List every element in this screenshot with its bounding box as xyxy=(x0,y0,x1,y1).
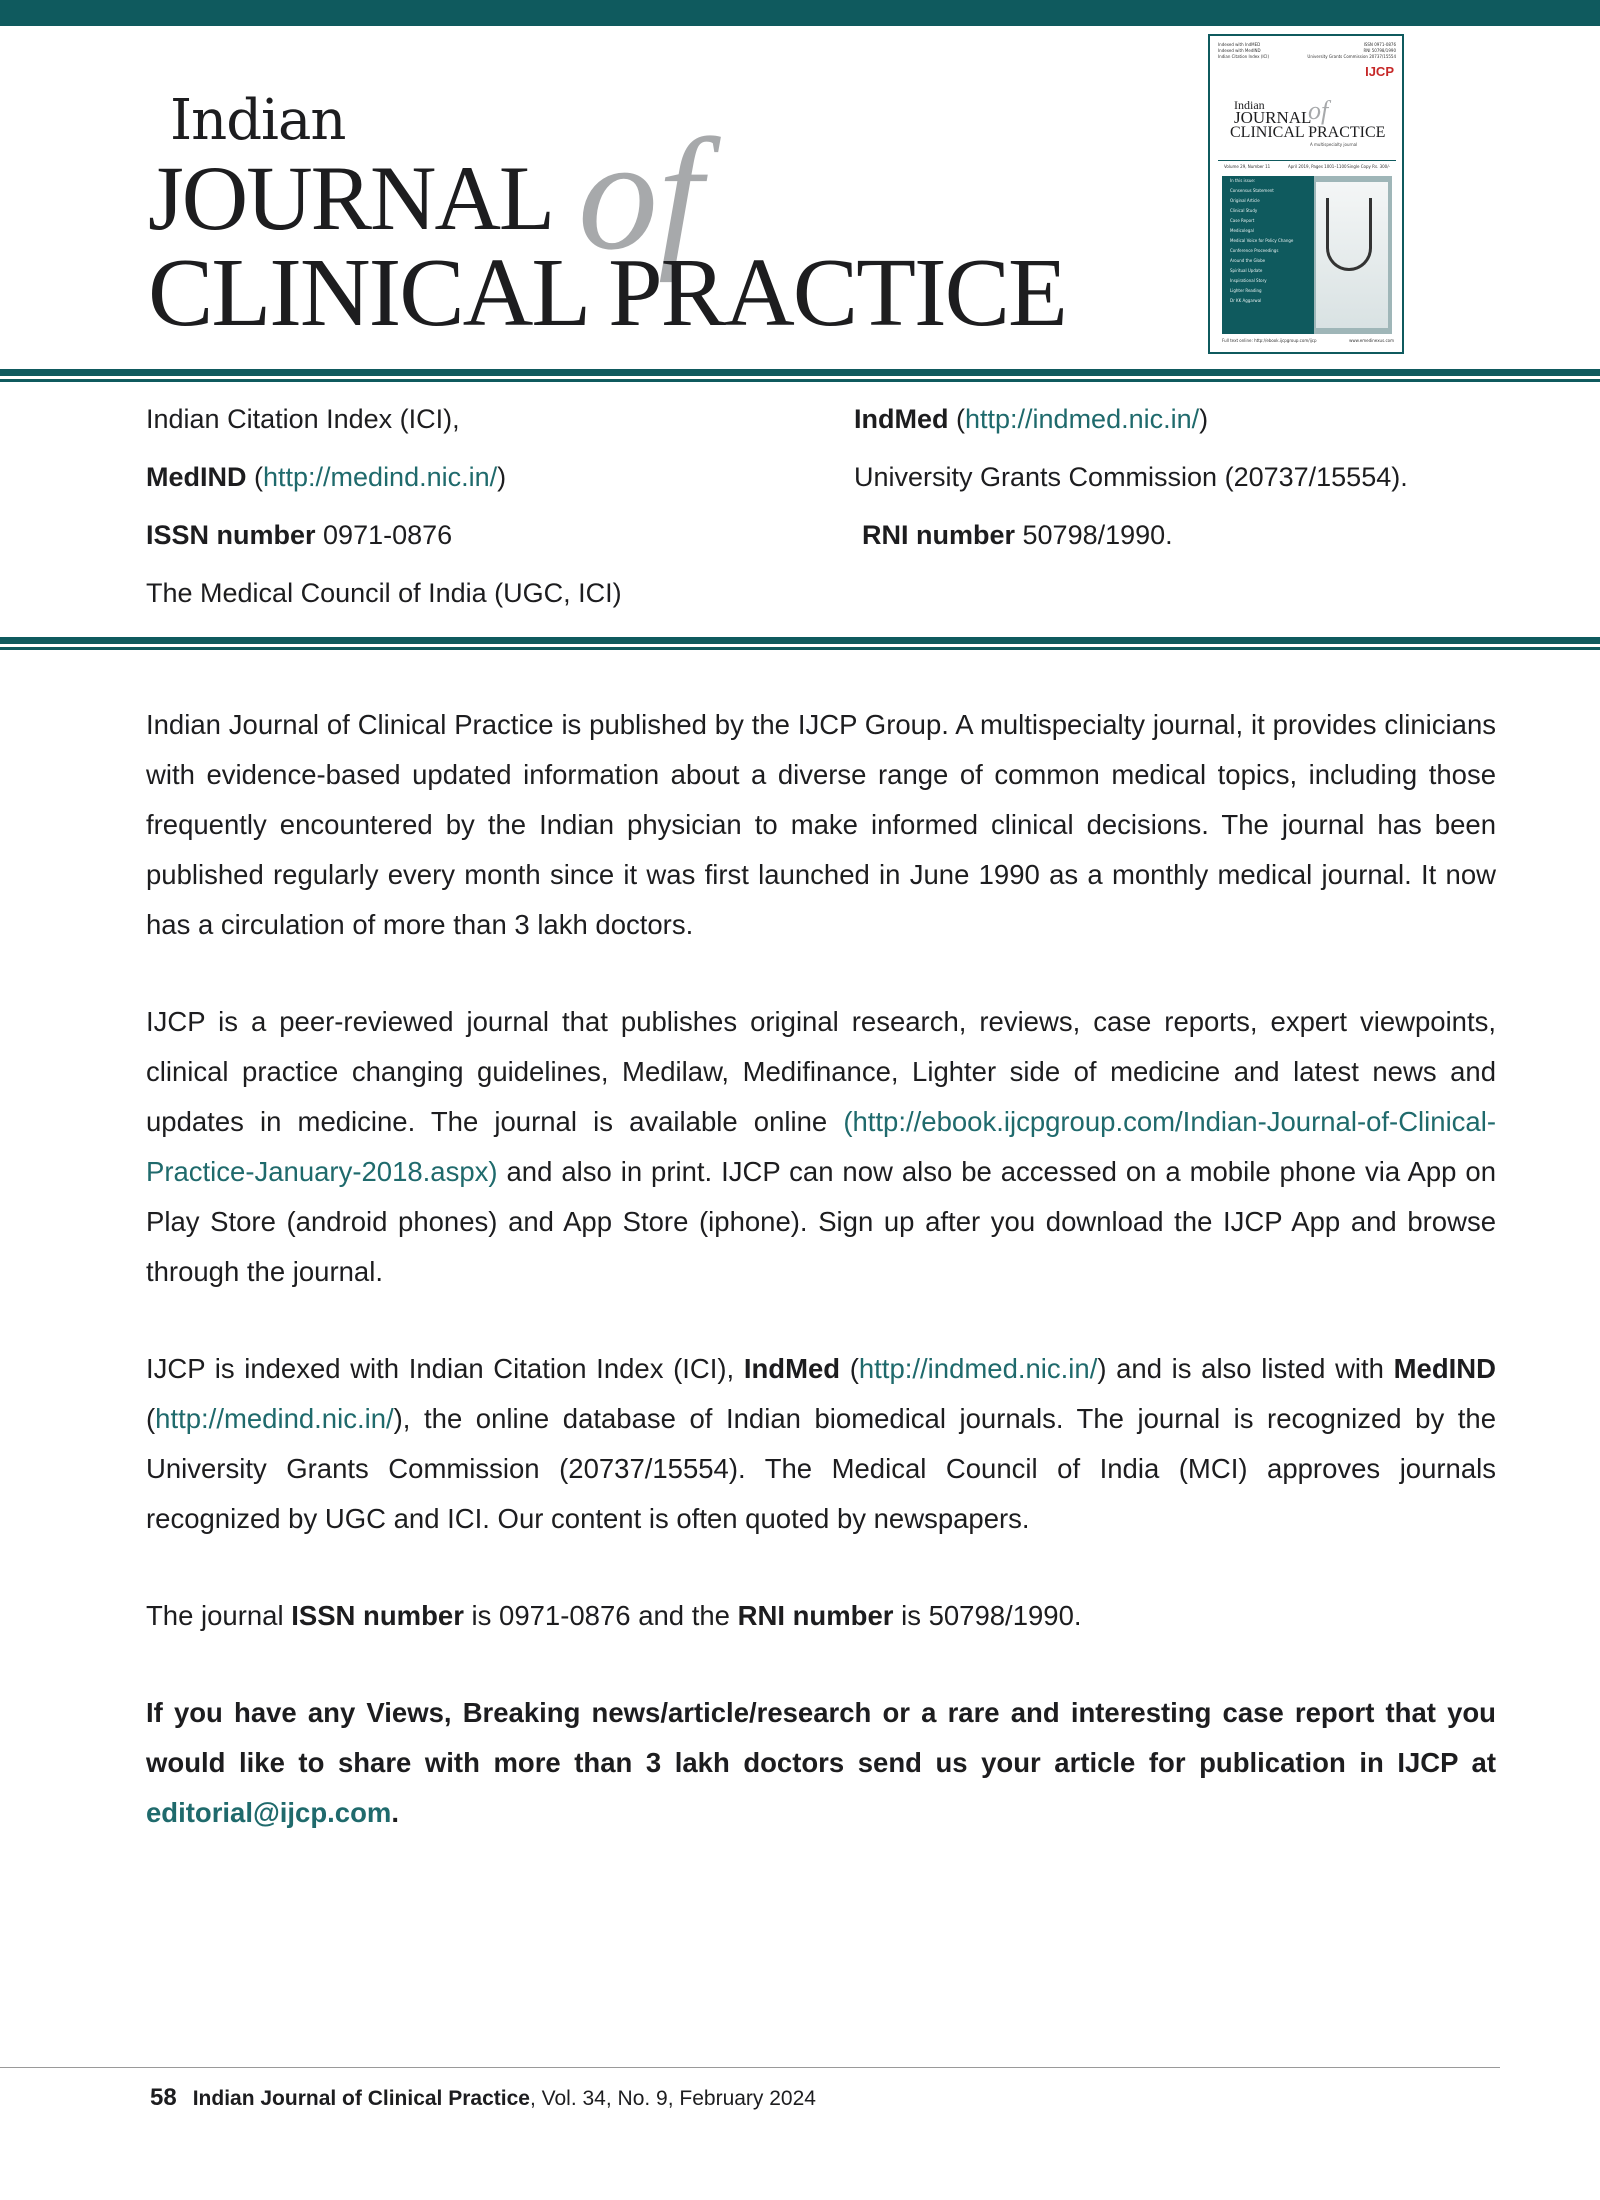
cover-list-item: Case Report xyxy=(1230,218,1255,223)
cover-list-item: Consensus Statement xyxy=(1230,188,1274,193)
index-mci: The Medical Council of India (UGC, ICI) xyxy=(146,578,622,608)
stethoscope-icon xyxy=(1326,198,1372,271)
cover-divider xyxy=(1218,160,1396,161)
page-footer xyxy=(150,2084,816,2112)
page-number: 58 xyxy=(150,2084,177,2111)
article-body xyxy=(146,700,1496,1885)
paragraph-issn-rni: The journal ISSN number is 0971-0876 and the RNI number is 50798/1990. xyxy=(146,1600,1082,1631)
cover-index-1: Indexed with IndMED xyxy=(1218,42,1261,47)
cover-ijcp-logo: IJCP xyxy=(1365,64,1394,79)
editorial-email-link[interactable]: editorial@ijcp.com xyxy=(146,1797,392,1828)
cover-volume: Volume 29, Number 11 xyxy=(1224,164,1271,169)
cover-list-item: Inspirational Story xyxy=(1230,278,1267,283)
indmed-link[interactable]: http://indmed.nic.in/ xyxy=(965,404,1200,434)
masthead-divider xyxy=(0,369,1600,382)
cover-list-item: Clinical Study xyxy=(1230,208,1258,213)
index-medind: MedIND (http://medind.nic.in/) xyxy=(146,462,507,492)
cover-index-2: Indexed with MedIND xyxy=(1218,48,1261,53)
cover-list-item: Lighter Reading xyxy=(1230,288,1262,293)
cover-list-item: In this issue: xyxy=(1230,178,1256,183)
footer-journal-name: Indian Journal of Clinical Practice xyxy=(192,2087,530,2110)
index-indmed: IndMed (http://indmed.nic.in/) xyxy=(854,404,1209,434)
cover-index-3: Indian Citation Index (ICI) xyxy=(1218,54,1270,59)
cover-subtitle: A multispecialty journal xyxy=(1310,142,1358,147)
cover-title-indian: Indian xyxy=(1234,98,1265,112)
cover-website: www.emedinexus.com xyxy=(1349,338,1394,343)
cover-title-of: of xyxy=(1308,96,1329,125)
cover-date-pages: April 2019, Pages 1001–1100 xyxy=(1288,164,1347,169)
index-ugc: University Grants Commission (20737/15554). xyxy=(854,462,1408,492)
footer-divider xyxy=(0,2067,1500,2068)
cover-contents-list xyxy=(1222,176,1314,334)
cover-online-link: Full text online: http://ebook.ijcpgroup.com/ijcp xyxy=(1222,338,1317,343)
cover-rni: RNI 50798/1990 xyxy=(1363,48,1396,53)
paragraph-indexing: IJCP is indexed with Indian Citation Index (ICI), IndMed (http://indmed.nic.in/) and is also listed with MedIND (http://medind.nic.in/), the online database of Indian biomedical journals. The journal is recognized by the University Grants Commission (20737/15554). The Medical Council of India (MCI) approves journals recognized by UGC and ICI. Our content is often quoted by newspapers. xyxy=(146,1353,1496,1534)
index-issn: ISSN number 0971-0876 xyxy=(146,520,453,550)
cover-ugc: University Grants Commission 20737/15554 xyxy=(1307,54,1396,59)
index-rni: RNI number 50798/1990. xyxy=(862,520,1173,550)
paragraph-intro: Indian Journal of Clinical Practice is published by the IJCP Group. A multispecialty journal, it provides clinicians with evidence-based updated information about a diverse range of common medical topics, including those frequently encountered by the Indian physician to make informed clinical decisions. The journal has been published regularly every month since it was first launched in June 1990 as a monthly medical journal. It now has a circulation of more than 3 lakh doctors. xyxy=(146,709,1496,940)
masthead-journal: JOURNAL xyxy=(148,147,554,249)
medind-link[interactable]: http://medind.nic.in/ xyxy=(263,462,498,492)
journal-masthead xyxy=(148,88,1108,348)
paragraph-peer-review: IJCP is a peer-reviewed journal that publishes original research, reviews, case reports, expert viewpoints, clinical practice changing guidelines, Medilaw, Medifinance, Lighter side of medicine and latest news and updates in medicine. The journal is available online (http://ebook.ijcpgroup.com/Indian-Journal-of-Clinical-Practice-January-2018.aspx) and also in print. IJCP can now also be accessed on a mobile phone via App on Play Store (android phones) and App Store (iphone). Sign up after you download the IJCP App and browse through the journal. xyxy=(146,1006,1496,1287)
index-ici: Indian Citation Index (ICI), xyxy=(146,404,460,434)
masthead-of: of xyxy=(578,105,703,283)
masthead-indian: Indian xyxy=(170,88,346,153)
indmed-body-link[interactable]: http://indmed.nic.in/ xyxy=(858,1353,1098,1384)
cover-list-item: Dr KK Aggarwal xyxy=(1230,298,1262,303)
cover-thumbnail xyxy=(1208,34,1404,354)
cover-issn: ISSN 0971-0876 xyxy=(1363,42,1396,47)
cover-price: Single Copy Rs. 300/- xyxy=(1347,164,1390,169)
footer-issue: , Vol. 34, No. 9, February 2024 xyxy=(529,2087,816,2110)
index-divider xyxy=(0,637,1600,650)
cover-title-clinical-practice: CLINICAL PRACTICE xyxy=(1230,124,1386,141)
masthead-clinical-practice: CLINICAL PRACTICE xyxy=(148,239,1066,347)
ebook-link[interactable]: (http://ebook.ijcpgroup.com/Indian-Journal-of-Clinical-Practice-January-2018.aspx) xyxy=(146,1106,1496,1187)
top-accent-bar xyxy=(0,0,1600,26)
cover-footer xyxy=(1222,338,1394,343)
cover-list-item: Medical Voice for Policy Change xyxy=(1230,238,1294,243)
medind-body-link[interactable]: http://medind.nic.in/ xyxy=(155,1403,394,1434)
cover-list-item: Medicolegal xyxy=(1230,228,1254,233)
cover-image-panel xyxy=(1222,176,1392,334)
cover-title-journal: JOURNAL xyxy=(1234,108,1312,127)
cover-list-item: Conference Proceedings xyxy=(1230,248,1279,253)
cover-list-item: Original Article xyxy=(1230,198,1260,203)
cover-meta xyxy=(1224,164,1390,169)
paragraph-call-for-articles: If you have any Views, Breaking news/article/research or a rare and interesting case report that you would like to share with more than 3 lakh doctors send us your article for publication in IJCP at editorial@ijcp.com. xyxy=(146,1697,1496,1828)
cover-list-item: Around the Globe xyxy=(1230,258,1266,263)
cover-list-item: Spiritual Update xyxy=(1230,268,1263,273)
